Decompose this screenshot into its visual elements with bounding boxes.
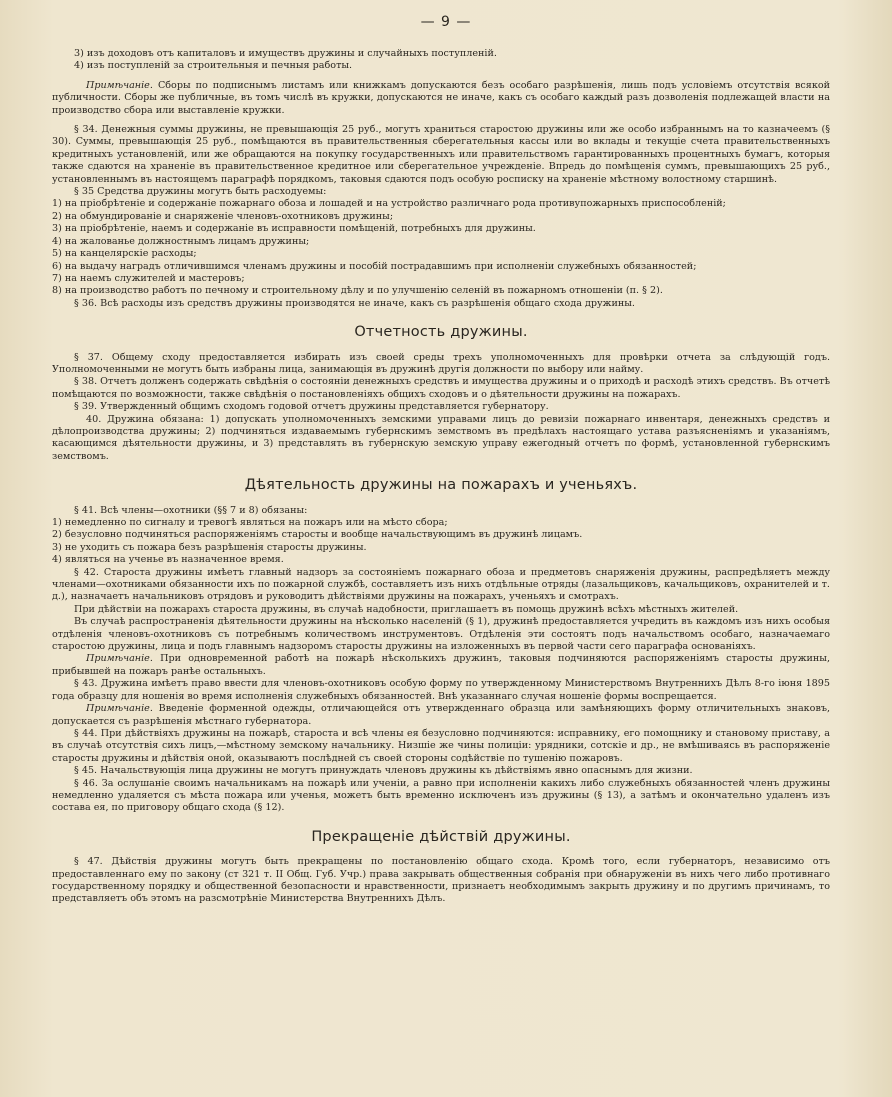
section-41: § 41. Всѣ члены—охотники (§§ 7 и 8) обязаны: — [74, 504, 308, 516]
heading-reporting: Отчетность дружины. — [354, 324, 528, 341]
note-text: При одновременной работѣ на пожарѣ нѣсколькихъ дружинъ, таковыя подчиняются распоряженiямъ старосты дружины, прибывшей на пожаръ ранѣе остальныхъ. — [52, 653, 830, 677]
heading-activity: Дѣятельность дружины на пожарахъ и ученьяхъ. — [244, 477, 638, 494]
list41-item-2: 2) безусловно подчиняться распоряженiямъ старосты и вообще начальствующимъ въ дружинѣ лицамъ. — [52, 529, 583, 541]
section-40: 40. Дружина обязана: 1) допускать уполномоченныхъ земскими управами лицъ до ревизiи пожарнаго инвентаря, денежныхъ средствъ и дѣлопроизводства дружины; 2) подчиняться издаваемымъ губернскимъ земствомъ въ предѣлахъ настоящаго устава разъясненiямъ и указанiямъ, касающимся дѣятельности дружины, и 3) представлять въ губернскую земскую управу ежегодный отчетъ по формѣ, установленной губернскимъ земствомъ. — [52, 413, 830, 462]
section-47: § 47. Дѣйствiя дружины могутъ быть прекращены по постановленiю общаго схода. Кромѣ того, если губернаторъ, независимо отъ предоставленнаго ему по закону (ст 321 т. II Общ. Губ. Учр.) права закрывать общественныя собранiя при обнаруженiи въ нихъ чего либо противнаго государственному порядку и общественной безопасности и нравственности, признаетъ необходимымъ закрыть дружину и по другимъ причинамъ, то представляетъ объ этомъ на разсмотрѣнiе Министерства Внутреннихъ Дѣлъ. — [52, 856, 830, 905]
section-39: § 39. Утвержденный общимъ сходомъ годовой отчетъ дружины представляется губернатору. — [74, 401, 549, 413]
section-42: § 42. Староста дружины имѣетъ главный надзоръ за состоянiемъ пожарнаго обоза и предметовъ снаряженiя дружины, распредѣляетъ между членами—охотниками обязанности ихъ по пожарной службѣ, составляетъ изъ нихъ отдѣльные отряды (лазальщиковъ, качальщиковъ, охранителей и т. д.), назначаетъ начальниковъ отрядовъ и руководитъ дѣйствiями дружины на пожарахъ, ученьяхъ и смотрахъ. — [52, 566, 830, 603]
list41-item-4: 4) являться на ученье въ назначенное время. — [52, 554, 284, 566]
section-38: § 38. Отчетъ долженъ содержать свѣдѣнiя о состоянiи денежныхъ средствъ и имущества дружины и о приходѣ и расходѣ этихъ средствъ. Въ отчетѣ помѣщаются по возможности, также свѣдѣнiя о постановленiяхъ общихъ сходовъ и о дѣятельности дружины на пожарахъ. — [52, 376, 830, 400]
section-36: § 36. Всѣ расходы изъ средствъ дружины производятся не иначе, какъ съ разрѣшенiя общаго схода дружины. — [74, 297, 635, 309]
section-43: § 43. Дружина имѣетъ право ввести для членовъ-охотниковъ особую форму по утвержденному Министерствомъ Внутреннихъ Дѣлъ 8-го iюня 1895 года образцу для ношенiя во время исполненiя служебныхъ обязанностей. Внѣ указаннаго случая ношенiе формы воспрещается. — [52, 678, 830, 702]
list35-item-8: 8) на производство работъ по печному и строительному дѣлу и по улучшенiю селенiй въ пожарномъ отношенiи (п. § 2). — [52, 285, 663, 297]
note-label: Примѣчанiе. — [86, 653, 153, 665]
list35-item-3: 3) на прiобрѣтенiе, наемъ и содержанiе въ исправности помѣщенiй, потребныхъ для дружины. — [52, 223, 536, 235]
section-42-fire: При дѣйствiи на пожарахъ староста дружины, въ случаѣ надобности, приглашаетъ въ помощь дружинѣ всѣхъ мѣстныхъ жителей. — [74, 603, 739, 615]
section-44: § 44. При дѣйствiяхъ дружины на пожарѣ, староста и всѣ члены ея безусловно подчиняются: исправнику, его помощнику и становому приставу, а въ случаѣ отсутствiя сихъ лицъ,—мѣстному земскому начальнику. Низшiе же чины полицiи: урядники, сотскiе и др., не вмѣшиваясь въ распоряженiе старосты дружины и дѣйствiя оной, оказываютъ послѣдней съ своей стороны содѣйствiе по тушенiю пожаровъ. — [52, 727, 830, 764]
section-34: § 34. Денежныя суммы дружины, не превышающiя 25 руб., могутъ храниться старостою дружины или же особо избраннымъ на то казначеемъ (§ 30). Суммы, превышающiя 25 руб., помѣщаются въ правительственныя сберегательныя кассы или во вклады и текущiе счета правительственныхъ кредитныхъ установленiй, или же обращаются на покупку государственныхъ или правительствомъ гарантированныхъ процентныхъ бумагъ, которыя также сдаются на храненiе въ правительственное кредитное или сберегательное учрежденiе. Впредь до помѣщенiя суммъ, превышающихъ 25 руб., установленнымъ въ настоящемъ параграфѣ порядкомъ, таковыя сдаются подъ особую росписку на храненiе мѣстному волостному старшинѣ. — [52, 124, 830, 185]
income-item-3: 3) изъ доходовъ отъ капиталовъ и имуществъ дружины и случайныхъ поступленiй. — [74, 48, 497, 59]
list35-item-4: 4) на жалованье должностнымъ лицамъ дружины; — [52, 235, 310, 247]
section-45: § 45. Начальствующiя лица дружины не могутъ принуждать членовъ дружины къ дѣйствiямъ явно опаснымъ для жизни. — [74, 765, 693, 777]
page-number: — 9 — — [420, 14, 472, 30]
note-multiple-brigades — [52, 653, 830, 678]
section-37: § 37. Общему сходу предоставляется избирать изъ своей среды трехъ уполномоченныхъ для провѣрки отчета за слѣдующiй годъ. Уполномоченными не могутъ быть избраны лица, занимающiя въ дружинѣ другiя должности по выбору или найму. — [52, 351, 830, 375]
list35-item-5: 5) на канцелярскiе расходы; — [52, 248, 197, 260]
note-text: Введенiе форменной одежды, отличающейся отъ утвержденнаго образца или замѣняющихъ форму отличительныхъ знаковъ, допускается съ разрѣшенiя мѣстнаго губернатора. — [52, 703, 830, 727]
section-46: § 46. За ослушанiе своимъ начальникамъ на пожарѣ или ученiи, а равно при исполненiи какихъ либо служебныхъ обязанностей членъ дружины немедленно удаляется съ мѣста пожара или ученья, можетъ быть временно исключенъ изъ дружины (§ 13), а затѣмъ и окончательно удаленъ изъ состава ея, по приговору общаго схода (§ 12). — [52, 777, 830, 814]
note-uniform — [52, 703, 830, 728]
document-body — [52, 48, 830, 906]
note-label: Примѣчанiе. — [86, 703, 153, 715]
income-item-4: 4) изъ поступленiй за строительныя и печныя работы. — [74, 60, 353, 72]
section-42-branches: Въ случаѣ распространенiя дѣятельности дружины на нѣсколько населенiй (§ 1), дружинѣ предоставляется учредить въ каждомъ изъ нихъ особыя отдѣленiя членовъ-охотниковъ съ потребнымъ количествомъ инструментовъ. Отдѣленiя эти состоятъ подъ начальствомъ особаго, назначаемаго старостою дружины, лица и подъ главнымъ надзоромъ старосты дружины на изложенныхъ въ первой части сего параграфа основанiяхъ. — [52, 616, 830, 653]
list35-item-2: 2) на обмундированiе и снаряженiе членовъ-охотниковъ дружины; — [52, 210, 394, 222]
section-35: § 35 Средства дружины могутъ быть расходуемы: — [74, 186, 327, 198]
note-text: Сборы по подписнымъ листамъ или книжкамъ допускаются безъ особаго разрѣшенiя, лишь подъ условiемъ отсутствiя всякой публичности. Сборы же публичные, въ томъ числѣ въ кружки, допускаются не иначе, какъ съ особаго каждый разъ дозволенiя подлежащей власти на производство сбора или выставленiе кружки. — [52, 79, 830, 116]
list35-item-6: 6) на выдачу наградъ отличившимся членамъ дружины и пособiй пострадавшимъ при исполненiи служебныхъ обязанностей; — [52, 260, 697, 272]
note-label: Примѣчанiе. — [86, 79, 153, 91]
list41-item-3: 3) не уходить съ пожара безъ разрѣшенiя старосты дружины. — [52, 541, 367, 553]
list35-item-1: 1) на прiобрѣтенiе и содержанiе пожарнаго обоза и лошадей и на устройство различнаго рода противупожарныхъ приспособленiй; — [52, 198, 726, 210]
list35-item-7: 7) на наемъ служителей и мастеровъ; — [52, 272, 245, 284]
heading-termination: Прекращенiе дѣйствiй дружины. — [311, 828, 571, 845]
list41-item-1: 1) немедленно по сигналу и тревогѣ являться на пожаръ или на мѣсто сбора; — [52, 517, 448, 528]
note-donations — [52, 80, 830, 117]
